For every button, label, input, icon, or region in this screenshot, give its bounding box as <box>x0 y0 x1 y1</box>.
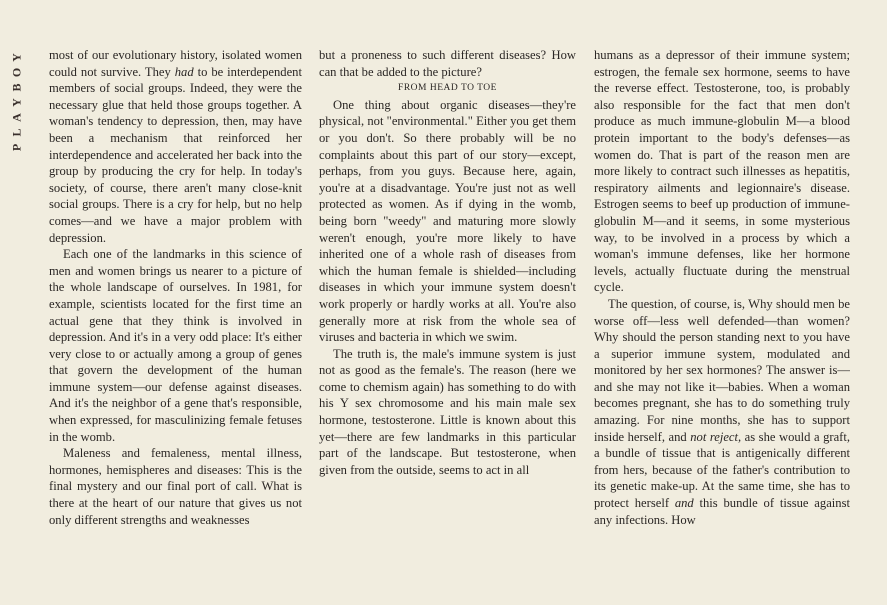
emphasis: had <box>174 64 194 79</box>
column-1 <box>49 47 302 605</box>
text-run: most of our evolutionary history, isolated women could not survive. They <box>49 48 302 79</box>
paragraph: but a proneness to such different diseases? How can that be added to the picture? <box>319 48 576 79</box>
paragraph <box>594 296 850 528</box>
running-head-letter: Y <box>9 53 24 62</box>
paragraph: The truth is, the male's immune system is just not as good as the female's. The reason (here we come to chemism again) has something to do with his Y sex chromosome and his main male sex hormone, testosterone. Little is known about this yet—there are few landmarks in this particular part of the landscape. But testosterone, when given from the outside, seems to act in all <box>319 346 576 477</box>
section-subhead: FROM HEAD TO TOE <box>398 83 497 94</box>
text-run: to be interdependent members of social groups. Indeed, they were the necessary glue that held those groups together. A woman's tendency to depression, then, may have been a mechanism that reinforced her interdependence and accelerated her back into the group by producing the cry for help. In today's society, of course, there aren't many close-knit social groups. There is a cry for help, but no help comes—and we have a major problem with depression. <box>49 64 302 245</box>
text-run: The question, of course, is, Why should men be worse off—less well defended—than women? Why should the person standing next to you have a superior immune system, modulated and monitored by her sex hormones? The answer is—and she may not like it—babies. When a woman becomes pregnant, she has to do something truly amazing. For nine months, she has to support inside herself, and <box>594 296 850 444</box>
running-head-text <box>8 50 26 155</box>
running-head-letter: L <box>9 128 24 137</box>
running-head-letter: P <box>9 143 24 152</box>
running-head <box>8 50 26 155</box>
running-head-letter: Y <box>9 98 24 107</box>
paragraph: One thing about organic diseases—they're physical, not "environmental." Either you get them or you don't. So there probably will be no complaints about this part of our story—except, perhaps, from you guys. Because here, again, you're at a disadvantage. You're just not as well protected as women. As if dying in the womb, being born "weedy" and maturing more slowly weren't enough, you're more likely to have inherited one of a whole rash of diseases from which the human female is shielded—including diseases in which your immune system doesn't work properly or hardly works at all. You're also generally more at risk from the whole sea of viruses and bacteria in which we swim. <box>319 97 576 345</box>
running-head-letter: B <box>9 83 24 92</box>
column-3 <box>594 47 850 605</box>
running-head-letter: A <box>9 113 24 122</box>
emphasis: not reject, <box>690 429 742 444</box>
paragraph <box>49 47 302 246</box>
emphasis: and <box>674 496 694 511</box>
running-head-letter: O <box>9 67 24 78</box>
paragraph: Maleness and femaleness, mental illness, hormones, hemispheres and diseases: This is the final mystery and our final port of call. What is there at the heart of our nature that gives us not only different strengths and weaknesses <box>49 446 302 527</box>
paragraph: humans as a depressor of their immune system; estrogen, the female sex hormone, seems to have the reverse effect. Testosterone, too, is probably also responsible for the fact that men don't produce as much immune-globulin M—a blood protein important to the body's defenses—as women do. That is part of the reason men are more likely to contract such illnesses as hepatitis, respiratory ailments and legionnaire's disease. Estrogen seems to beef up production of immune-globulin M—and it seems, in some mysterious way, to be involved in a process by which a woman's immune defenses, like her hormone levels, actually fluctuate during the menstrual cycle. <box>594 48 850 295</box>
text-run: as she would a graft, a bundle of tissue that is antigenically different from hers, because of the father's contribution to its genetic make-up. At the same time, she has to protect herself <box>594 429 850 511</box>
text-run: this bundle of tissue against any infections. How <box>594 496 850 527</box>
column-2 <box>319 47 576 605</box>
paragraph: Each one of the landmarks in this science of men and women brings us nearer to a picture of the whole landscape of ourselves. In 1981, for example, scientists located for the first time an actual gene that they think is involved in depression. And it's in a very odd place: It's either very close to or actually among a group of genes that govern the development of the human immune system—our defense against diseases. And it's the neighbor of a gene that's responsible, when expressed, for masculinizing female fetuses in the womb. <box>49 247 302 444</box>
